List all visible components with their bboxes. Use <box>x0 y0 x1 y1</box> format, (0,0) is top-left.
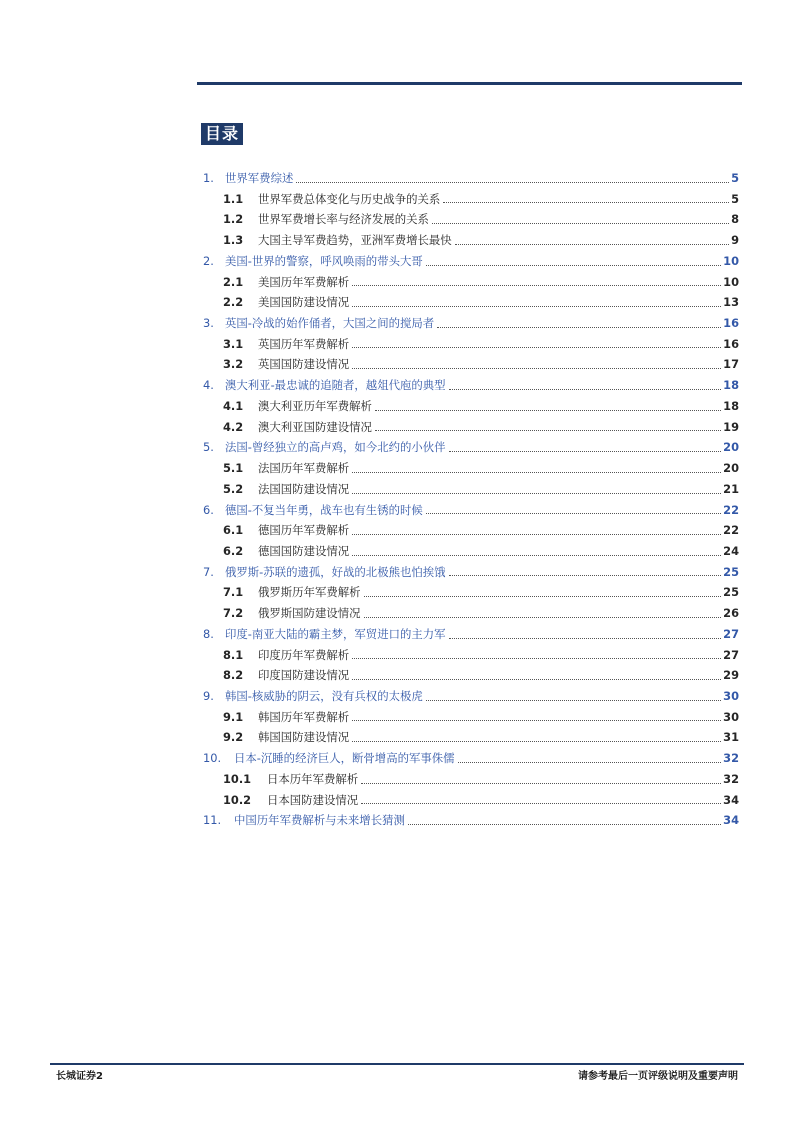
toc-subentry[interactable] <box>203 665 739 686</box>
toc-entry-label: 世界军费总体变化与历史战争的关系 <box>258 191 441 206</box>
toc-subentry[interactable] <box>203 189 739 210</box>
toc-entry[interactable] <box>203 313 739 334</box>
toc-entry-label: 日本国防建设情况 <box>267 792 359 807</box>
toc-subentry[interactable] <box>203 230 739 251</box>
toc-leader-dots <box>458 761 722 763</box>
toc-entry-page: 22 <box>723 502 739 517</box>
toc-entry-number: 4. <box>203 378 214 393</box>
toc-entry-number: 2.2 <box>223 295 244 310</box>
toc-entry[interactable] <box>203 562 739 583</box>
toc-entry-number: 7. <box>203 564 214 579</box>
toc-leader-dots <box>408 823 721 825</box>
toc-subentry[interactable] <box>203 520 739 541</box>
toc-leader-dots <box>426 264 721 266</box>
toc-subentry[interactable] <box>203 479 739 500</box>
toc-entry[interactable] <box>203 500 739 521</box>
toc-entry-label: 法国-曾经独立的高卢鸡，如今北约的小伙伴 <box>225 440 446 455</box>
toc-entry-page: 19 <box>723 419 739 434</box>
toc-entry-page: 30 <box>723 688 739 703</box>
toc-subentry[interactable] <box>203 354 739 375</box>
toc-entry-label: 世界军费综述 <box>225 171 294 185</box>
toc-subentry[interactable] <box>203 645 739 666</box>
toc-entry-label: 德国国防建设情况 <box>258 543 350 558</box>
toc-leader-dots <box>455 243 729 245</box>
toc-entry-number: 5. <box>203 440 214 455</box>
toc-entry-label: 英国历年军费解析 <box>258 336 350 351</box>
toc-entry-page: 22 <box>723 523 739 538</box>
toc-subentry[interactable] <box>203 396 739 417</box>
toc-entry-page: 16 <box>723 336 739 351</box>
toc-entry-number: 5.1 <box>223 461 244 476</box>
toc-entry-label: 澳大利亚历年军费解析 <box>258 398 372 413</box>
toc-entry-page: 13 <box>723 295 739 310</box>
toc-entry-label: 英国-冷战的始作俑者，大国之间的搅局者 <box>225 316 435 331</box>
toc-leader-dots <box>443 201 729 203</box>
toc-leader-dots <box>352 284 721 286</box>
toc-entry-label: 德国-不复当年勇，战车也有生锈的时候 <box>225 502 423 517</box>
toc-entry[interactable] <box>203 168 739 189</box>
toc-entry-page: 8 <box>731 212 739 227</box>
toc-entry[interactable] <box>203 686 739 707</box>
toc-leader-dots <box>375 409 721 411</box>
toc-entry-label: 日本历年军费解析 <box>267 771 359 786</box>
toc-entry-number: 6.2 <box>223 543 244 558</box>
toc-entry-label: 澳大利亚-最忠诚的追随者，越俎代庖的典型 <box>225 378 446 393</box>
toc-leader-dots <box>352 678 721 680</box>
toc-subentry[interactable] <box>203 272 739 293</box>
toc-leader-dots <box>426 699 721 701</box>
toc-title: 目录 <box>201 123 243 145</box>
toc-entry[interactable] <box>203 810 739 831</box>
toc-entry-number: 3.2 <box>223 357 244 372</box>
toc-leader-dots <box>352 740 721 742</box>
toc-entry-page: 34 <box>723 792 739 807</box>
toc-entry-page: 26 <box>723 606 739 621</box>
toc-leader-dots <box>361 802 721 804</box>
toc-entry-number: 9. <box>203 688 214 703</box>
toc-subentry[interactable] <box>203 707 739 728</box>
toc-entry-page: 20 <box>723 461 739 476</box>
toc-entry-label: 英国国防建设情况 <box>258 357 350 372</box>
toc-leader-dots <box>361 782 721 784</box>
toc-entry-page: 32 <box>723 751 739 766</box>
toc-subentry[interactable] <box>203 790 739 811</box>
table-of-contents <box>203 168 739 831</box>
toc-entry-page: 5 <box>731 191 739 206</box>
toc-entry-page: 10 <box>723 274 739 289</box>
toc-leader-dots <box>352 305 721 307</box>
toc-subentry[interactable] <box>203 458 739 479</box>
toc-entry-number: 4.2 <box>223 419 244 434</box>
toc-entry-page: 27 <box>723 626 739 641</box>
toc-entry-label: 印度国防建设情况 <box>258 668 350 683</box>
toc-entry-page: 10 <box>723 253 739 268</box>
toc-leader-dots <box>449 450 722 452</box>
toc-entry-label: 德国历年军费解析 <box>258 523 350 538</box>
toc-entry-number: 1. <box>203 171 214 185</box>
toc-entry-page: 30 <box>723 709 739 724</box>
footer-rule <box>50 1063 744 1065</box>
toc-entry-number: 9.2 <box>223 730 244 745</box>
toc-leader-dots <box>352 346 721 348</box>
toc-leader-dots <box>364 595 722 597</box>
toc-leader-dots <box>364 616 722 618</box>
toc-entry-number: 3.1 <box>223 336 244 351</box>
toc-entry-page: 31 <box>723 730 739 745</box>
toc-entry-page: 25 <box>723 564 739 579</box>
toc-entry-label: 印度历年军费解析 <box>258 647 350 662</box>
toc-subentry[interactable] <box>203 603 739 624</box>
toc-entry-page: 18 <box>723 398 739 413</box>
toc-leader-dots <box>352 533 721 535</box>
toc-entry-label: 印度-南亚大陆的霸主梦，军贸进口的主力军 <box>225 626 446 641</box>
toc-entry-label: 法国历年军费解析 <box>258 461 350 476</box>
toc-leader-dots <box>449 574 722 576</box>
toc-leader-dots <box>296 181 729 183</box>
toc-entry-label: 澳大利亚国防建设情况 <box>258 419 372 434</box>
header-rule <box>197 82 742 85</box>
toc-entry-label: 美国历年军费解析 <box>258 274 350 289</box>
toc-entry-label: 韩国历年军费解析 <box>258 709 350 724</box>
toc-entry-number: 8.1 <box>223 647 244 662</box>
toc-entry-number: 1.2 <box>223 212 244 227</box>
toc-entry-label: 韩国-核威胁的阴云，没有兵权的太极虎 <box>225 688 423 703</box>
toc-leader-dots <box>352 367 721 369</box>
toc-leader-dots <box>352 471 721 473</box>
toc-entry-number: 1.1 <box>223 191 244 206</box>
toc-entry[interactable] <box>203 624 739 645</box>
toc-entry[interactable] <box>203 251 739 272</box>
toc-entry-label: 法国国防建设情况 <box>258 481 350 496</box>
toc-leader-dots <box>352 492 721 494</box>
toc-subentry[interactable] <box>203 334 739 355</box>
toc-entry-number: 2.1 <box>223 274 244 289</box>
toc-entry-page: 16 <box>723 316 739 331</box>
toc-entry-number: 7.1 <box>223 585 244 600</box>
toc-leader-dots <box>449 637 722 639</box>
toc-entry-page: 27 <box>723 647 739 662</box>
toc-leader-dots <box>449 388 722 390</box>
toc-entry-number: 6.1 <box>223 523 244 538</box>
toc-subentry[interactable] <box>203 417 739 438</box>
toc-leader-dots <box>432 222 729 224</box>
toc-entry-page: 18 <box>723 378 739 393</box>
toc-entry-page: 9 <box>731 233 739 248</box>
toc-entry-number: 3. <box>203 316 214 331</box>
toc-entry-label: 韩国国防建设情况 <box>258 730 350 745</box>
toc-leader-dots <box>437 326 721 328</box>
toc-entry-label: 俄罗斯-苏联的遗孤，好战的北极熊也怕挨饿 <box>225 564 446 579</box>
toc-entry-number: 5.2 <box>223 481 244 496</box>
toc-entry-page: 29 <box>723 668 739 683</box>
toc-entry-page: 32 <box>723 771 739 786</box>
toc-entry-number: 1.3 <box>223 233 244 248</box>
toc-entry-page: 5 <box>731 171 739 185</box>
toc-entry[interactable] <box>203 375 739 396</box>
toc-entry-page: 34 <box>723 813 739 828</box>
toc-subentry[interactable] <box>203 769 739 790</box>
toc-leader-dots <box>352 657 721 659</box>
toc-entry-number: 9.1 <box>223 709 244 724</box>
toc-entry-label: 中国历年军费解析与未来增长猜测 <box>234 813 405 828</box>
toc-entry-number: 10.1 <box>223 771 252 786</box>
toc-entry-number: 10. <box>203 751 222 766</box>
footer-brand: 长城证券2 <box>56 1071 103 1082</box>
toc-entry-page: 21 <box>723 481 739 496</box>
toc-leader-dots <box>375 429 721 431</box>
toc-entry-number: 8. <box>203 626 214 641</box>
footer-disclaimer: 请参考最后一页评级说明及重要声明 <box>578 1071 738 1082</box>
toc-entry-page: 20 <box>723 440 739 455</box>
toc-entry-number: 8.2 <box>223 668 244 683</box>
toc-entry-label: 俄罗斯历年军费解析 <box>258 585 361 600</box>
toc-entry-number: 4.1 <box>223 398 244 413</box>
toc-leader-dots <box>352 719 721 721</box>
toc-subentry[interactable] <box>203 292 739 313</box>
toc-entry-number: 11. <box>203 813 222 828</box>
toc-entry[interactable] <box>203 437 739 458</box>
toc-entry-label: 日本-沉睡的经济巨人，断骨增高的军事侏儒 <box>234 751 455 766</box>
toc-subentry[interactable] <box>203 582 739 603</box>
toc-leader-dots <box>426 512 721 514</box>
toc-subentry[interactable] <box>203 541 739 562</box>
toc-entry-label: 大国主导军费趋势，亚洲军费增长最快 <box>258 233 452 248</box>
toc-entry-label: 美国国防建设情况 <box>258 295 350 310</box>
toc-entry[interactable] <box>203 748 739 769</box>
toc-entry-label: 世界军费增长率与经济发展的关系 <box>258 212 429 227</box>
toc-subentry[interactable] <box>203 727 739 748</box>
toc-subentry[interactable] <box>203 209 739 230</box>
toc-entry-label: 俄罗斯国防建设情况 <box>258 606 361 621</box>
toc-entry-page: 24 <box>723 543 739 558</box>
toc-entry-number: 7.2 <box>223 606 244 621</box>
toc-entry-page: 17 <box>723 357 739 372</box>
toc-entry-number: 6. <box>203 502 214 517</box>
toc-entry-number: 2. <box>203 253 214 268</box>
toc-entry-number: 10.2 <box>223 792 252 807</box>
toc-leader-dots <box>352 554 721 556</box>
toc-entry-label: 美国-世界的警察，呼风唤雨的带头大哥 <box>225 253 423 268</box>
toc-entry-page: 25 <box>723 585 739 600</box>
